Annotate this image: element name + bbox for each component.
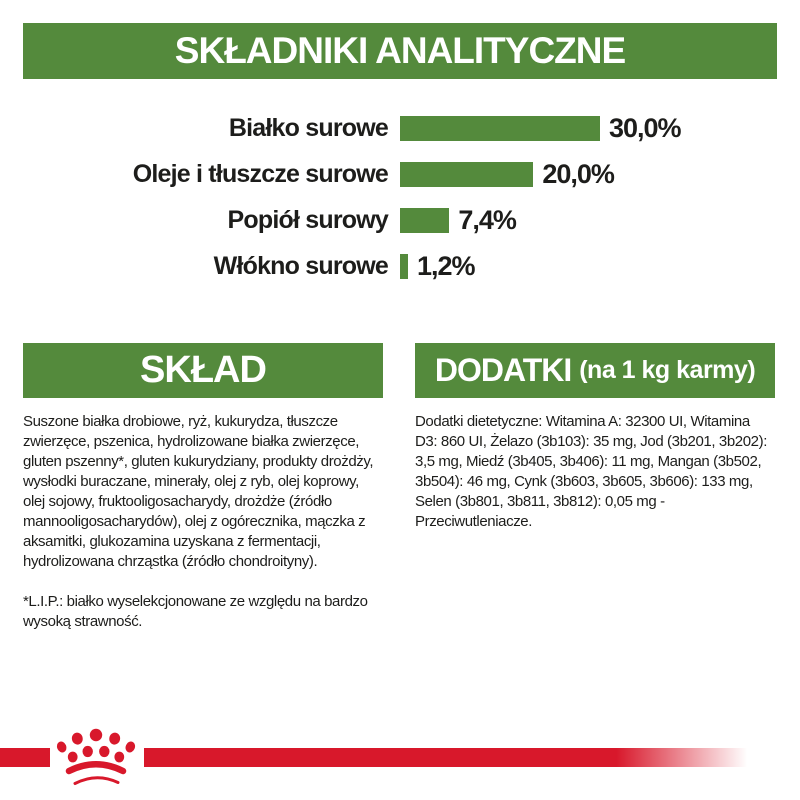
bar bbox=[400, 208, 449, 233]
bar-category-label: Oleje i tłuszcze surowe bbox=[132, 159, 388, 188]
bar-area bbox=[400, 113, 681, 144]
composition-section bbox=[23, 343, 383, 632]
bar bbox=[400, 116, 600, 141]
sklad-body: Suszone białka drobiowe, ryż, kukurydza, tłuszcze zwierzęce, pszenica, hydrolizowane białka zwierzęce, gluten pszenny*, gluten kukurydziany, produkty drożdży, wysłodki buraczane, minerały, olej z ryb, olej koprowy, olej sojowy, fruktooligosacharydy, drożdże (źródło mannooligosacharydów), olej z ogórecznika, mączka z aksamitki, glukozamina uzyskana z fermentacji, hydrolizowana chrząstka (źródło chondroityny). bbox=[23, 413, 374, 570]
dodatki-title: DODATKI bbox=[434, 352, 572, 388]
chart-row bbox=[20, 105, 790, 151]
dodatki-banner bbox=[415, 343, 775, 398]
bar-value-label: 30,0% bbox=[609, 112, 681, 143]
bar-value-label: 1,2% bbox=[417, 250, 475, 281]
bar-area bbox=[400, 159, 614, 190]
bar-area bbox=[400, 251, 475, 282]
analytical-chart bbox=[20, 105, 790, 289]
additives-section bbox=[415, 343, 775, 532]
dodatki-body: Dodatki dietetyczne: Witamina A: 32300 UI, Witamina D3: 860 UI, Żelazo (3b103): 35 mg, Jod (3b201, 3b202): 3,5 mg, Miedź (3b405, 3b406): 11 mg, Mangan (3b502, 3b504): 46 mg, Cynk (3b603, 3b605, 3b606): 133 mg, Selen (3b801, 3b811, 3b812): 0,05 mg - Przeciwutleniacze. bbox=[415, 413, 767, 530]
chart-row bbox=[20, 243, 790, 289]
royal-canin-crown-logo bbox=[52, 726, 144, 790]
sklad-title: SKŁAD bbox=[140, 349, 266, 391]
footer-red-bar-right bbox=[144, 748, 800, 767]
chart-row bbox=[20, 151, 790, 197]
sklad-banner bbox=[23, 343, 383, 398]
bar bbox=[400, 162, 533, 187]
analytical-components-banner bbox=[23, 23, 777, 79]
bar bbox=[400, 254, 408, 279]
footer-red-bar-left bbox=[0, 748, 50, 767]
page-title: SKŁADNIKI ANALITYCZNE bbox=[174, 30, 626, 71]
bar-category-label: Popiół surowy bbox=[227, 205, 388, 234]
bar-area bbox=[400, 205, 516, 236]
sklad-footnote: *L.I.P.: białko wyselekcjonowane ze względu na bardzo wysoką strawność. bbox=[23, 593, 368, 630]
bar-category-label: Białko surowe bbox=[228, 113, 388, 142]
bar-value-label: 20,0% bbox=[542, 158, 614, 189]
bar-value-label: 7,4% bbox=[458, 204, 516, 235]
dodatki-title-suffix: (na 1 kg karmy) bbox=[579, 356, 756, 384]
bar-category-label: Włókno surowe bbox=[213, 251, 388, 280]
chart-row bbox=[20, 197, 790, 243]
